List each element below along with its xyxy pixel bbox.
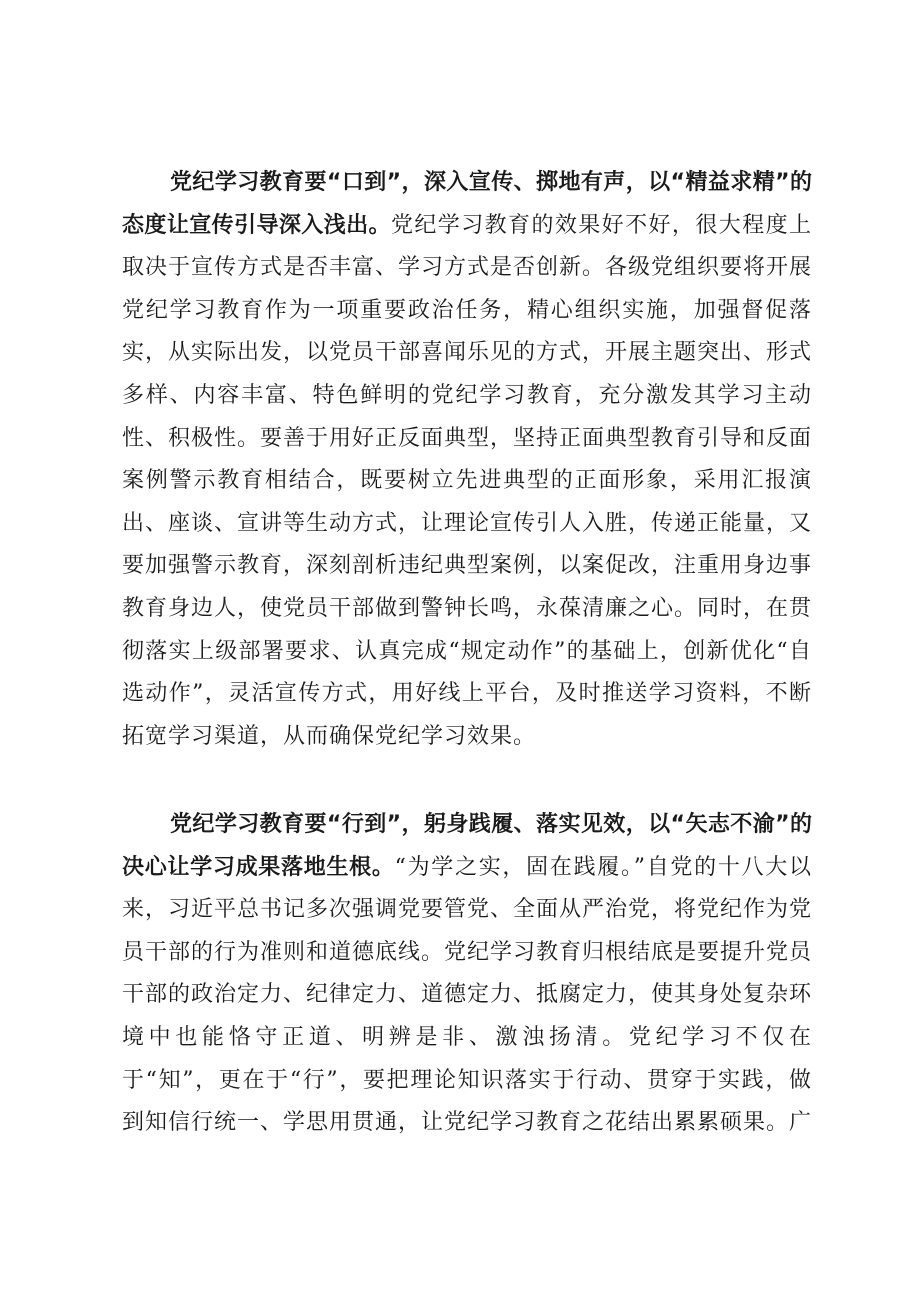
paragraph-body: “为学之实，固在践履。”自党的十八大以来，习近平总书记多次强调党要管党、全面从严治党，将党纪作为党员干部的行为准则和道德底线。党纪学习教育归根结底是要提升党员干部的政治定力、纪律定力、道德定力、抵腐定力，使其身处复杂环境中也能恪守正道、明辨是非、激浊扬清。党纪学习不仅在于“知”，更在于“行”，要把理论知识落实于行动、贯穿于实践，做到知信行统一、学思用贯通，让党纪学习教育之花结出累累硕果。广 [122,854,813,1136]
paragraph-xing-dao [122,804,812,1145]
paragraph-lead: 党纪学习教育要“行到”，躬身践履、落实见效，以“矢志不渝”的决心让学习成果落地生根。 [122,812,812,880]
paragraph-kou-dao [122,162,812,758]
paragraph-body: 党纪学习教育的效果好不好，很大程度上取决于宣传方式是否丰富、学习方式是否创新。各级党组织要将开展党纪学习教育作为一项重要政治任务，精心组织实施，加强督促落实，从实际出发，以党员干部喜闻乐见的方式，开展主题突出、形式多样、内容丰富、特色鲜明的党纪学习教育，充分激发其学习主动性、积极性。要善于用好正反面典型，坚持正面典型教育引导和反面案例警示教育相结合，既要树立先进典型的正面形象，采用汇报演出、座谈、宣讲等生动方式，让理论宣传引人入胜，传递正能量，又要加强警示教育，深刻剖析违纪典型案例，以案促改，注重用身边事教育身边人，使党员干部做到警钟长鸣，永葆清廉之心。同时，在贯彻落实上级部署要求、认真完成“规定动作”的基础上，创新优化“自选动作”，灵活宣传方式，用好线上平台，及时推送学习资料，不断拓宽学习渠道，从而确保党纪学习效果。 [122,212,813,749]
paragraph-lead: 党纪学习教育要“口到”，深入宣传、掷地有声，以“精益求精”的态度让宣传引导深入浅出。 [122,170,812,238]
